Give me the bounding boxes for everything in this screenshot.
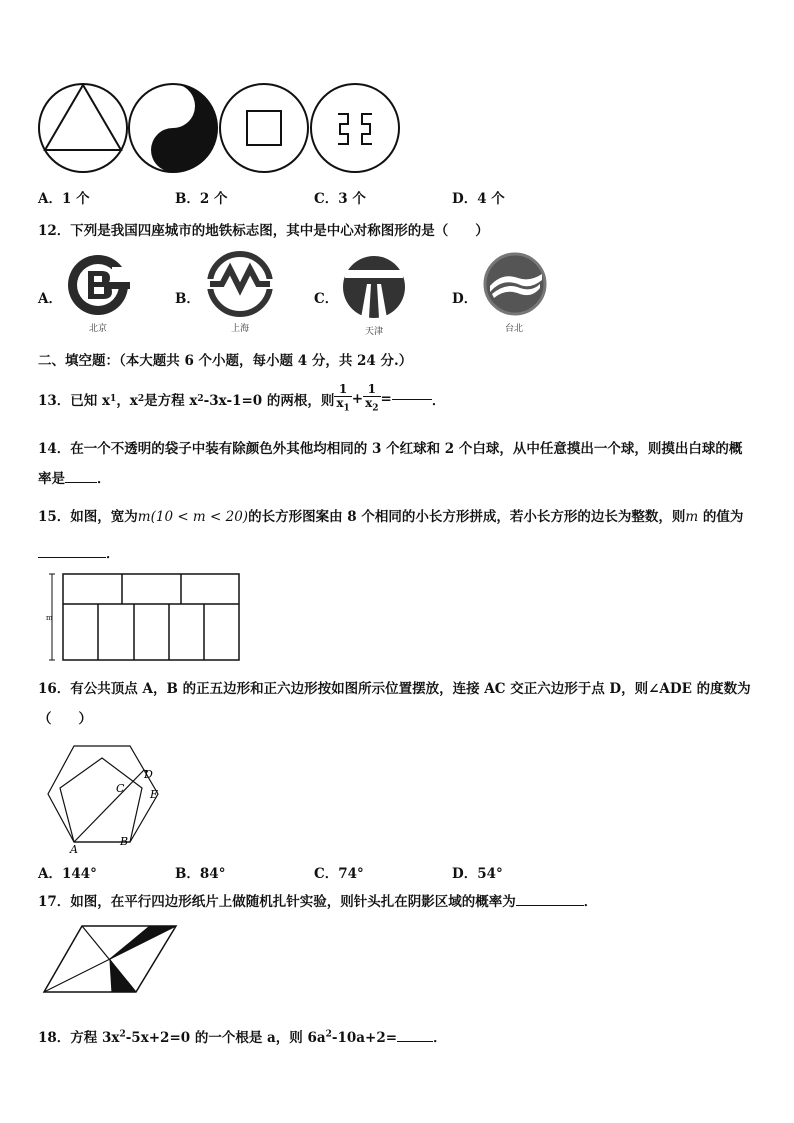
q16-line2: （ ） (38, 711, 92, 727)
answer-blank[interactable] (392, 399, 432, 400)
q17-question: 17．如图，在平行四边形纸片上做随机扎针实验，则针头扎在阴影区域的概率为 ． (38, 894, 598, 910)
yin-yang-figure (129, 84, 217, 172)
shanghai-metro-logo (206, 251, 274, 317)
circle-square-figure (220, 84, 308, 172)
circle-pattern-figure (311, 84, 399, 172)
shanghai-caption: 上海 (230, 324, 249, 334)
answer-blank[interactable] (397, 1041, 433, 1042)
q17-parallelogram-figure (42, 922, 182, 996)
beijing-metro-logo (66, 253, 130, 317)
q12-option-c: C． (314, 291, 339, 307)
section-heading: 二、填空题：（本大题共 6 个小题，每小题 4 分，共 24 分.） (38, 353, 413, 369)
label-c: C (116, 782, 125, 795)
q16-option-a: A．144° (38, 866, 97, 882)
answer-blank[interactable] (65, 482, 97, 483)
fraction-1-over-x2: $\frac{1}{x_2}$ (365, 382, 379, 414)
label-d: D (144, 768, 153, 781)
taipei-metro-logo (482, 252, 548, 316)
q11-figures (36, 82, 406, 176)
answer-blank[interactable] (516, 905, 584, 906)
fraction-1-over-x1: $\frac{1}{x_1}$ (336, 382, 350, 414)
q12-option-b: B． (175, 291, 200, 307)
circle-triangle-figure (39, 84, 127, 172)
q11-option-d: D．4 个 (452, 191, 505, 207)
tianjin-caption: 天津 (364, 327, 383, 337)
q11-option-b: B．2 个 (175, 191, 228, 207)
figure-label-m: m (46, 614, 53, 622)
q16-line1: 16．有公共顶点 A，B 的正五边形和正六边形按如图所示位置摆放，连接 AC 交正六边形于点 D，则∠ADE 的度数为 (38, 681, 751, 697)
q11-option-c: C．3 个 (314, 191, 366, 207)
answer-blank[interactable] (38, 557, 106, 558)
q18-question: 18．方程 $3x^2-5x+2=0$ 的一个根是 a，则 $6a^2-10a+2=$ ． (38, 1029, 447, 1046)
taipei-caption: 台北 (504, 324, 523, 334)
q16-pentagon-hexagon-figure (44, 742, 174, 854)
q15-rectangle-figure (44, 570, 244, 664)
q12-option-a: A． (38, 291, 62, 307)
q16-option-b: B．84° (175, 866, 226, 882)
q15-line1: 15．如图，宽为m(10 < m < 20)的长方形图案由 8 个相同的小长方形拼成，若小长方形的边长为整数，则m 的值为 (38, 509, 744, 525)
q15-line2: ． (38, 542, 120, 562)
label-a: A (70, 843, 78, 854)
label-b: B (120, 835, 129, 848)
q16-option-c: C．74° (314, 866, 364, 882)
q16-option-d: D．54° (452, 866, 503, 882)
q11-option-a: A．1 个 (38, 191, 90, 207)
q12-question: 12．下列是我国四座城市的地铁标志图，其中是中心对称图形的是（ ） (38, 223, 489, 239)
q12-option-d: D． (452, 291, 478, 307)
q14-line2: 率是 ． (38, 471, 111, 487)
tianjin-metro-logo (341, 254, 407, 320)
q13-question: 13．已知 x 1 ，x 2 是方程 x 2 -3x-1=0 的两根，则 $\frac{1}{x_1}$ + $\frac{1}{x_2}$ = ． (38, 382, 446, 414)
label-e: E (150, 788, 159, 801)
q14-line1: 14．在一个不透明的袋子中装有除颜色外其他均相同的 3 个红球和 2 个白球，从中任意摸出一个球，则摸出白球的概 (38, 441, 743, 457)
beijing-caption: 北京 (88, 324, 107, 334)
